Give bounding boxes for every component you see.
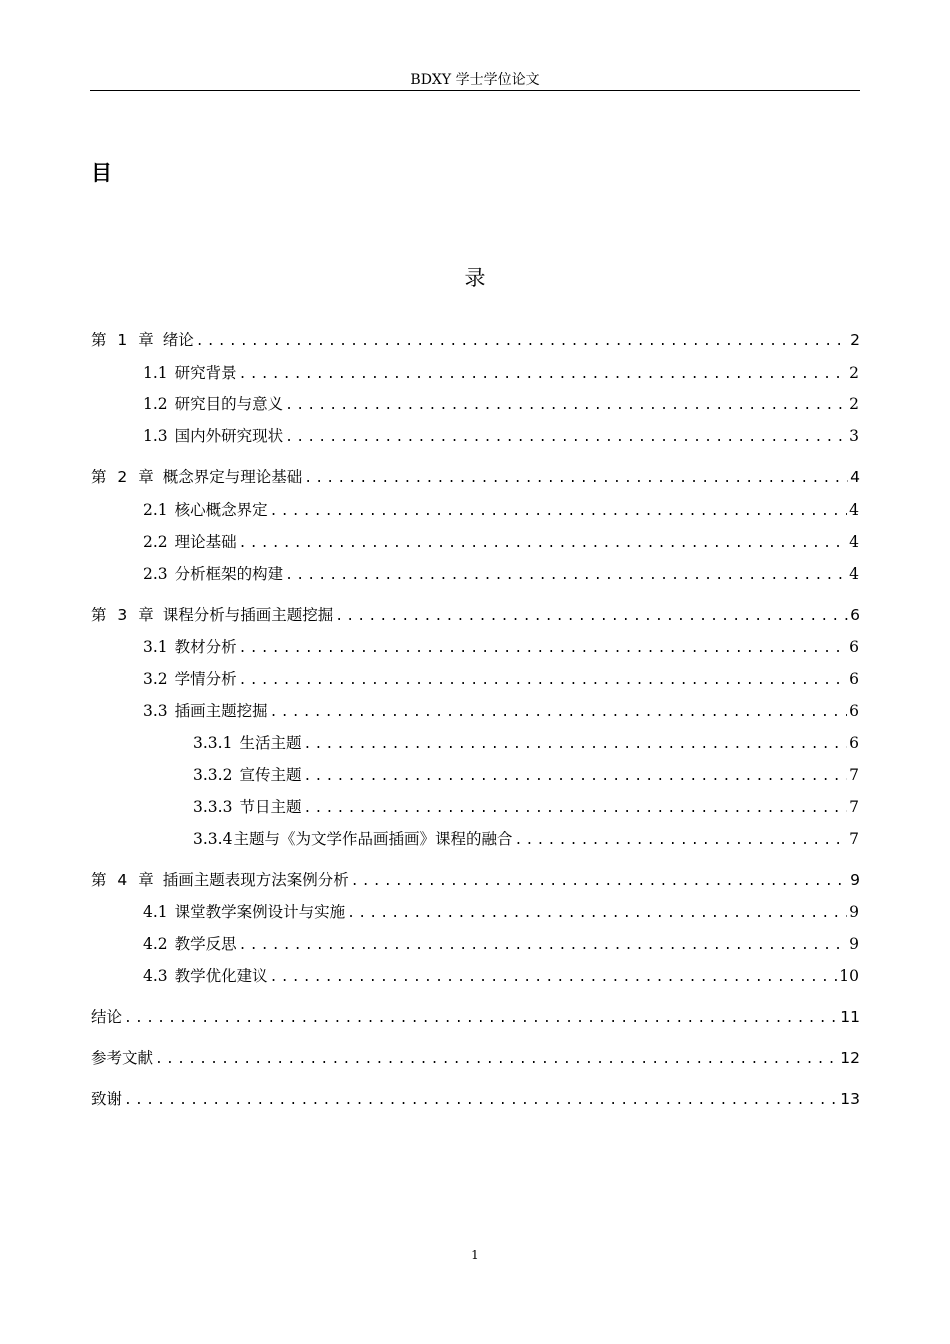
toc-entry-number: 1.3 xyxy=(143,427,168,445)
toc-entry-page: 9 xyxy=(850,871,860,889)
dot-leader xyxy=(155,1048,838,1072)
toc-entry-page: 6 xyxy=(849,734,859,752)
toc-entry[interactable] xyxy=(143,932,859,956)
toc-entry-title: 节日主题 xyxy=(239,798,302,816)
toc-entry[interactable] xyxy=(143,635,859,659)
toc-title-part1: 目 xyxy=(91,161,112,185)
toc-entry-title: 研究目的与意义 xyxy=(174,395,284,413)
dot-leader xyxy=(285,394,847,418)
toc-entry-number: 第 3 章 xyxy=(91,606,157,624)
dot-leader xyxy=(514,829,847,853)
toc-entry-title: 插画主题挖掘 xyxy=(174,702,268,720)
toc-entry-title: 学情分析 xyxy=(174,670,237,688)
toc-entry[interactable] xyxy=(143,392,859,416)
toc-entry-label xyxy=(91,603,333,627)
toc-entry-number: 2.3 xyxy=(143,565,168,583)
toc-entry-label xyxy=(143,424,283,448)
toc-entry-page: 6 xyxy=(849,638,859,656)
toc-entry-page: 9 xyxy=(849,903,859,921)
toc-entry-title: 课程分析与插画主题挖掘 xyxy=(162,606,334,624)
toc-entry-page: 2 xyxy=(849,395,859,413)
toc-entry-number: 3.1 xyxy=(143,638,168,656)
toc-entry-label xyxy=(143,530,237,554)
toc-entry-number: 1.1 xyxy=(143,364,168,382)
dot-leader xyxy=(239,669,847,693)
toc-entry-number: 4.1 xyxy=(143,903,168,921)
toc-entry-label xyxy=(91,1005,122,1029)
toc-entry[interactable] xyxy=(143,530,859,554)
toc-entry-page: 7 xyxy=(849,798,859,816)
toc-entry-number: 3.3.4 xyxy=(193,830,233,848)
dot-leader xyxy=(270,701,847,725)
toc-entry-number: 3.3.1 xyxy=(193,734,233,752)
toc-entry-page: 2 xyxy=(850,331,860,349)
toc-entry-title: 国内外研究现状 xyxy=(174,427,284,445)
toc-entry-label xyxy=(193,827,512,851)
toc-entry-label xyxy=(143,635,237,659)
toc-entry-title: 研究背景 xyxy=(174,364,237,382)
toc-entry[interactable] xyxy=(193,827,859,851)
toc-entry[interactable] xyxy=(143,562,859,586)
toc-entry-title: 插画主题表现方法案例分析 xyxy=(162,871,349,889)
toc-entry-title: 课堂教学案例设计与实施 xyxy=(174,903,346,921)
toc-entry-label xyxy=(143,498,268,522)
dot-leader xyxy=(239,532,847,556)
toc-entry-number: 4.3 xyxy=(143,967,168,985)
toc-entry-number: 3.2 xyxy=(143,670,168,688)
toc-entry-page: 13 xyxy=(840,1090,860,1108)
toc-entry-page: 2 xyxy=(849,364,859,382)
toc-entry-number: 3.3.2 xyxy=(193,766,233,784)
toc-entry-page: 6 xyxy=(849,670,859,688)
toc-entry[interactable] xyxy=(91,603,860,627)
toc-entry-label xyxy=(143,932,237,956)
toc-entry[interactable] xyxy=(91,1046,860,1070)
toc-entry-label xyxy=(91,465,302,489)
toc-entry[interactable] xyxy=(91,328,860,352)
dot-leader xyxy=(303,733,847,757)
toc-entry-label xyxy=(193,763,301,787)
toc-entry-label xyxy=(143,699,268,723)
toc-entry-page: 4 xyxy=(849,565,859,583)
toc-entry-title: 核心概念界定 xyxy=(174,501,268,519)
toc-entry-page: 6 xyxy=(849,702,859,720)
toc-entry-page: 10 xyxy=(839,967,859,985)
toc-entry[interactable] xyxy=(143,699,859,723)
toc-entry-label xyxy=(91,328,194,352)
toc-entry[interactable] xyxy=(143,361,859,385)
toc-entry-page: 4 xyxy=(850,468,860,486)
toc-entry-page: 6 xyxy=(850,606,860,624)
dot-leader xyxy=(347,902,847,926)
toc-entry-title: 致谢 xyxy=(91,1090,123,1108)
dot-leader xyxy=(196,330,848,354)
toc-entry-page: 7 xyxy=(849,830,859,848)
toc-entry-label xyxy=(143,361,237,385)
toc-entry[interactable] xyxy=(193,731,859,755)
toc-entry-page: 11 xyxy=(840,1008,860,1026)
dot-leader xyxy=(239,934,847,958)
toc-entry-label xyxy=(193,795,301,819)
dot-leader xyxy=(304,467,848,491)
toc-entry[interactable] xyxy=(193,795,859,819)
toc-title-part2: 录 xyxy=(464,266,486,290)
toc-entry-title: 教学优化建议 xyxy=(174,967,268,985)
dot-leader xyxy=(335,605,848,629)
toc-entry-number: 第 4 章 xyxy=(91,871,157,889)
toc-entry-number: 第 2 章 xyxy=(91,468,157,486)
page-header: BDXY 学士学位论文 xyxy=(90,70,860,91)
toc-entry-page: 4 xyxy=(849,501,859,519)
toc-entry-number: 第 1 章 xyxy=(91,331,157,349)
toc-entry-page: 3 xyxy=(849,427,859,445)
toc-entry-title: 教学反思 xyxy=(174,935,237,953)
dot-leader xyxy=(270,966,838,990)
toc-entry-title: 分析框架的构建 xyxy=(174,565,284,583)
toc-entry[interactable] xyxy=(91,465,860,489)
toc-entry-number: 1.2 xyxy=(143,395,168,413)
toc-entry-page: 7 xyxy=(849,766,859,784)
page-number: 1 xyxy=(471,1248,479,1262)
dot-leader xyxy=(124,1089,838,1113)
toc-entry-title: 参考文献 xyxy=(91,1049,154,1067)
toc-entry-number: 3.3 xyxy=(143,702,168,720)
toc-entry-number: 4.2 xyxy=(143,935,168,953)
toc-entry-label xyxy=(91,1087,122,1111)
dot-leader xyxy=(285,564,847,588)
toc-entry-title: 宣传主题 xyxy=(239,766,302,784)
toc-entry-title: 绪论 xyxy=(162,331,194,349)
toc-entry-label xyxy=(193,731,301,755)
toc-entry[interactable] xyxy=(91,1005,860,1029)
toc-entry-page: 4 xyxy=(849,533,859,551)
toc-entry-number: 3.3.3 xyxy=(193,798,233,816)
dot-leader xyxy=(124,1007,838,1031)
toc-entry-label xyxy=(91,1046,153,1070)
toc-entry-title: 生活主题 xyxy=(239,734,302,752)
toc-entry-label xyxy=(143,667,237,691)
toc-entry-title: 结论 xyxy=(91,1008,123,1026)
dot-leader xyxy=(285,426,847,450)
toc-entry-title: 主题与《为文学作品画插画》课程的融合 xyxy=(233,830,513,848)
toc-entry-label xyxy=(143,900,345,924)
toc-entry[interactable] xyxy=(143,667,859,691)
dot-leader xyxy=(239,637,847,661)
toc-entry-title: 概念界定与理论基础 xyxy=(162,468,303,486)
toc-entry-label xyxy=(143,562,283,586)
dot-leader xyxy=(270,500,847,524)
toc-entry[interactable] xyxy=(143,964,859,988)
dot-leader xyxy=(351,870,848,894)
toc-entry-page: 9 xyxy=(849,935,859,953)
toc-entry-label xyxy=(143,964,268,988)
dot-leader xyxy=(239,363,847,387)
toc-entry-number: 2.2 xyxy=(143,533,168,551)
toc-entry[interactable] xyxy=(91,868,860,892)
toc-entry[interactable] xyxy=(143,424,859,448)
toc-entry-label xyxy=(143,392,283,416)
toc-entry-title: 教材分析 xyxy=(174,638,237,656)
toc-entry-page: 12 xyxy=(840,1049,860,1067)
toc-entry-label xyxy=(91,868,349,892)
toc-entry[interactable] xyxy=(143,498,859,522)
toc-entry[interactable] xyxy=(143,900,859,924)
toc-entry-number: 2.1 xyxy=(143,501,168,519)
dot-leader xyxy=(303,765,847,789)
toc-entry-title: 理论基础 xyxy=(174,533,237,551)
toc-entry[interactable] xyxy=(91,1087,860,1111)
dot-leader xyxy=(303,797,847,821)
toc-entry[interactable] xyxy=(193,763,859,787)
